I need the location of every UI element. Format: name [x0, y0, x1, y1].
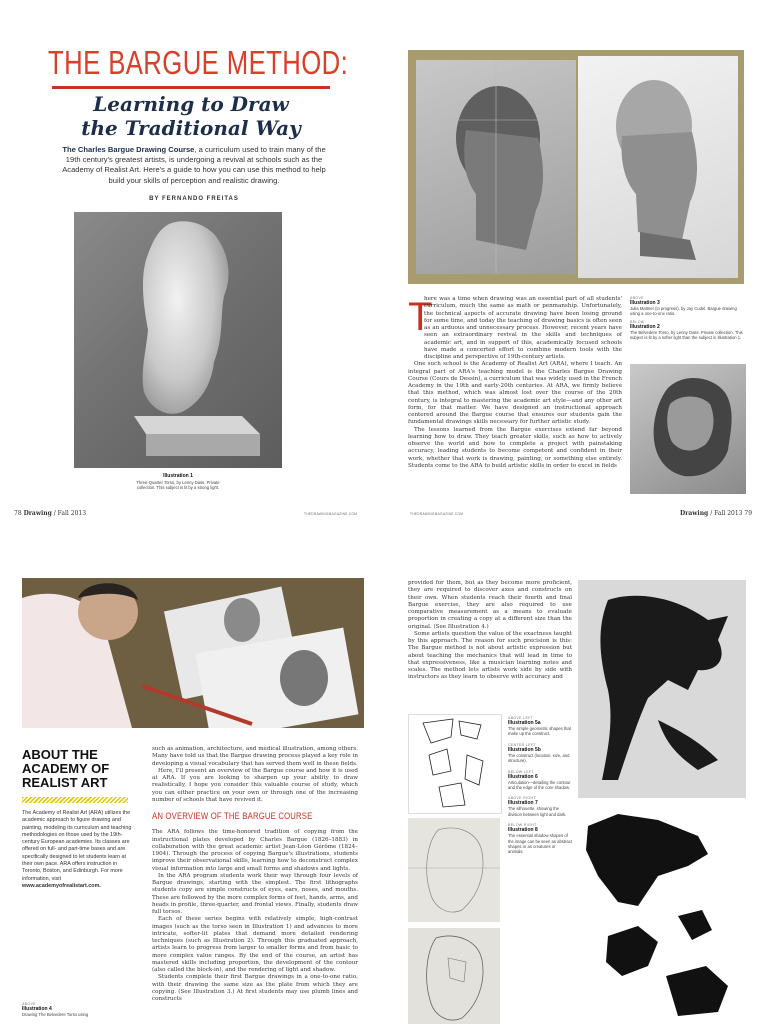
silhouette-drawing: [578, 580, 746, 798]
column-1-text: [152, 746, 358, 1024]
sidebar-heading-line-1: ABOUT THE: [22, 747, 98, 762]
head-drawing-right: [578, 56, 738, 278]
articulation-drawing: [408, 928, 500, 1024]
magazine-name-left: Drawing: [23, 510, 52, 517]
caption-6-label: BELOW LEFT: [508, 769, 534, 774]
illustration-3-image: [408, 50, 744, 284]
caption-8-title: Illustration 8: [508, 827, 538, 834]
caption-5b-title: Illustration 5b: [508, 746, 541, 753]
folio-left: [14, 510, 86, 517]
caption-6-title: Illustration 6: [508, 773, 538, 780]
illus3-title: Illustration 3: [630, 300, 660, 306]
caption-5b: [508, 743, 572, 764]
illus1-title: Illustration 1: [163, 473, 193, 479]
main-body-text: [408, 296, 622, 470]
caption-5b-text: The construct (location, size, and structure).: [508, 752, 570, 764]
caption-5b-label: CENTER LEFT: [508, 742, 536, 747]
caption-6: [508, 770, 572, 791]
col1-paragraph-1: such as animation, architecture, and medical illustration, among others. Many have told us that the Bargue drawing process played a key role in developing a visual vocabulary that has served them well in these fields.: [152, 746, 358, 767]
caption-8-text: The essential shadow shapes of the image can be seen as abstract shapes or as creatures or animals.: [508, 833, 573, 855]
col1b-paragraph-3: Each of these series begins with relatively simple, high-contrast images (such as the torso seen in Illustration 1) and advances to more intricate, softer-lit plates that demand more detailed rendering techniques (such as Illustration 2). Through this graduated approach, artists learn to progress from larger to smaller forms and from basic to more complex value ranges. By the end of the course, an artist has mastered skills including proportion, the development of the contour (also called the block-in), and the rendering of light and shadow.: [152, 916, 358, 973]
page-number-right: 79: [744, 510, 753, 517]
caption-7-label: ABOVE RIGHT: [508, 796, 536, 801]
article-subtitle: [52, 92, 330, 140]
issue-left: / Fall 2013: [53, 510, 87, 517]
magazine-name-right: Drawing: [680, 510, 709, 517]
illustration-2-image: [630, 364, 746, 494]
body-paragraph-1: here was a time when drawing was an essential part of all students' curriculum, much the same as math or penmanship. Unfortunately, the technical aspects of accurate drawing have been losing ground for some time, and today the teaching of drawing basics is often seen as an arduous and unnecessary process. However, recent years have seen an extraordinary revival in the skills and techniques of academic art, and in support of this, academically focused schools have made a concerted effort to combine modern tools with the discipline and perspective of 19th-century artists.: [424, 296, 622, 360]
caption-7-text: The silhouette, showing the division between light and dark.: [508, 806, 567, 817]
illustration-4-image: [22, 578, 364, 728]
col1b-paragraph-2: In the ARA program students work their way through four levels of Bargue drawings, starting with the simplest. The first lithographs students copy are simple constructs of eyes, ears, noses, and mouths. These are followed by the more complex forms of feet, hands, arms, and heads in profile, three-quarter, and frontal views. Finally, students draw full torsos.: [152, 872, 358, 915]
caption-label-below: BELOW: [630, 319, 645, 324]
folio-right: [680, 510, 752, 517]
right-captions: [630, 296, 746, 341]
issue-right: / Fall 2013: [710, 510, 743, 517]
construct-shapes-drawing: [409, 715, 501, 813]
belvedere-torso-drawing: [630, 364, 746, 494]
caption-label-above: ABOVE: [630, 296, 644, 300]
section-heading: AN OVERVIEW OF THE BARGUE COURSE: [152, 811, 313, 821]
illustration-8-image: [578, 806, 746, 1024]
subtitle-line-2: the Traditional Way: [81, 116, 301, 140]
byline: BY FERNANDO FREITAS: [149, 196, 239, 202]
sidebar-heading-line-3: REALIST ART: [22, 775, 108, 790]
caption-5a: [508, 716, 572, 737]
body-paragraph-3: The lessons learned from the Bargue exercises extend far beyond learning how to draw. They teach greater skills, such as how to actively observe the world and how to complete a project with painstaking accuracy, leading students to become competent and confident in their work, whether that work is drawing, painting, or something else entirely. Students come to the ARA to build artistic skills in order to excel in fields: [408, 426, 622, 469]
shadow-shapes-drawing: [578, 806, 746, 1024]
illus2-caption: The Belvedere Torso, by Lenny Dass. Private collection. This subject is lit by a softer light than the subject in Illustration 1.: [630, 329, 743, 341]
illustration-7-image: [578, 580, 746, 798]
illustration-1-image: [74, 212, 282, 468]
subtitle-line-1: Learning to Draw: [93, 92, 289, 116]
caption-5a-title: Illustration 5a: [508, 720, 541, 726]
illus3-caption: Julia Mattner (in progress), by Jay Cudel. Bargue drawing using a one-to-one ratio.: [630, 306, 737, 317]
page-number-left: 78: [14, 510, 22, 517]
illustration-5a-image: [408, 714, 502, 814]
col2-paragraph-2: Some artists question the value of the exactness taught by this approach. The reason for such precision is this: The Bargue method is not about artistic expression but about teaching the mechanics that will lead in time to that expressiveness, like a musician learning notes and scales. The method lets artists work side by side with instructors as they learn to observe with accuracy and: [408, 630, 572, 681]
caption-8-label: BELOW RIGHT: [508, 823, 537, 828]
construct-captions: [508, 716, 572, 855]
intro-paragraph: [56, 145, 332, 186]
caption-7: [508, 796, 572, 817]
sidebar-url-link[interactable]: www.academyofrealistart.com.: [22, 882, 101, 889]
col1b-paragraph-4: Students complete their first Bargue drawings in a one-to-one ratio, with their drawing the same size as the plate from which they are copying. (See Illustration 3.) At first students may use plumb lines and constructs: [152, 974, 358, 1002]
illus4-title: Illustration 4: [22, 1006, 52, 1012]
sidebar-heading-line-2: ACADEMY OF: [22, 761, 110, 776]
title-underline: [52, 86, 330, 89]
construct-face-drawing: [408, 818, 500, 922]
bargue-plate-original: [578, 56, 738, 278]
illus4-caption-block: [22, 1002, 132, 1017]
intro-lead: The Charles Bargue Drawing Course: [62, 145, 195, 154]
caption-7-title: Illustration 7: [508, 800, 538, 807]
column-2-text: [408, 580, 572, 682]
article-title: THE BARGUE METHOD:: [48, 44, 349, 81]
caption-5a-text: The simple geometric shapes that make up the construct.: [508, 726, 571, 737]
col2-paragraph-1: provided for them, but as they become more proficient, they are required to discover axes and constructs on their own. When students reach their fourth and final Bargue exercise, they are also required to use comparative measurement as a means to evaluate proportion in creating a copy at a different size than the original. (See Illustration 4.): [408, 580, 572, 630]
sidebar-text: [22, 810, 132, 890]
torso-drawing: [74, 212, 282, 468]
illus1-caption: Three-Quarter Torso, by Lenny Dass. Private collection. This subject is lit by a strong light.: [136, 480, 220, 491]
illustration-5b-image: [408, 818, 500, 922]
drop-cap: T: [408, 295, 433, 339]
caption-8: [508, 823, 572, 855]
student-drawing-photo: [22, 578, 364, 728]
head-drawing-left: [416, 60, 576, 274]
sidebar-hatch-divider: [22, 797, 128, 803]
url-left[interactable]: THEDRAWINGMAGAZINE.COM: [304, 512, 358, 516]
bargue-plate-copy: [416, 60, 576, 274]
url-right[interactable]: THEDRAWINGMAGAZINE.COM: [410, 512, 464, 516]
illustration-6-image: [408, 928, 500, 1024]
body-paragraph-2: One such school is the Academy of Realist Art (ARA), where I teach. An integral part of ARA's teaching model is the Charles Bargue Drawing Course (Cours de Dessin), a curriculum that was widely used in the French Academy in the 19th and early-20th centuries. At ARA, we firmly believe that this method, which was almost lost over the course of the 20th century, is integral to mastering the academic art style—and any other art form, for that matter. We have designed an instructional approach centered around the Bargue course that ensures our students gain the fundamental drawings skills necessary for further artistic study.: [408, 361, 622, 426]
sidebar-heading: [22, 748, 109, 790]
illus4-caption: Drawing The Belvedere Torso using: [22, 1012, 89, 1017]
col1-paragraph-2: Here, I'll present an overview of the Bargue course and how it is used at ARA. If you are looking to sharpen up your ability to draw realistically, I hope you consider this valuable course of study, which you can either practice on your own or through one of the increasing number of schools that have revived it.: [152, 767, 358, 803]
illus2-title: Illustration 2: [630, 323, 660, 330]
caption-5a-label: ABOVE LEFT: [508, 716, 534, 720]
col1b-paragraph-1: The ARA follows the time-honored tradition of copying from the instructional plates developed by Charles Bargue (1826–1883) in collaboration with the great academic artist Jean-Léon Gérôme (1824–1904). Through the process of copying Bargue's illustrations, students improve their observational skills, learning how to deconstruct complex visual information into large and small forms and shadows and lights.: [152, 829, 358, 872]
illus4-caption-label: ABOVE: [22, 1002, 36, 1006]
intro-rest: , a curriculum used to train many of the 19th century's greatest artists, is undergoing a revival at schools such as the Academy of Realist Art. Here's a guide to how you can use this method to help build your skills of perception and realistic drawing.: [62, 145, 326, 185]
sidebar-body: The Academy of Realist Art (ARA) utilizes the academic approach to figure drawing and painting, modeling its curriculum and teaching methodologies on those used by the 19th-century European academies. Its classes are offered on full- and part-time bases and are specifically designed to let students learn at their own pace. ARA offers instruction in Toronto, Boston, and Edinburgh. For more information, visit: [22, 810, 132, 882]
caption-6-text: Articulation—detailing the contour and the edge of the core shadow.: [508, 779, 571, 791]
